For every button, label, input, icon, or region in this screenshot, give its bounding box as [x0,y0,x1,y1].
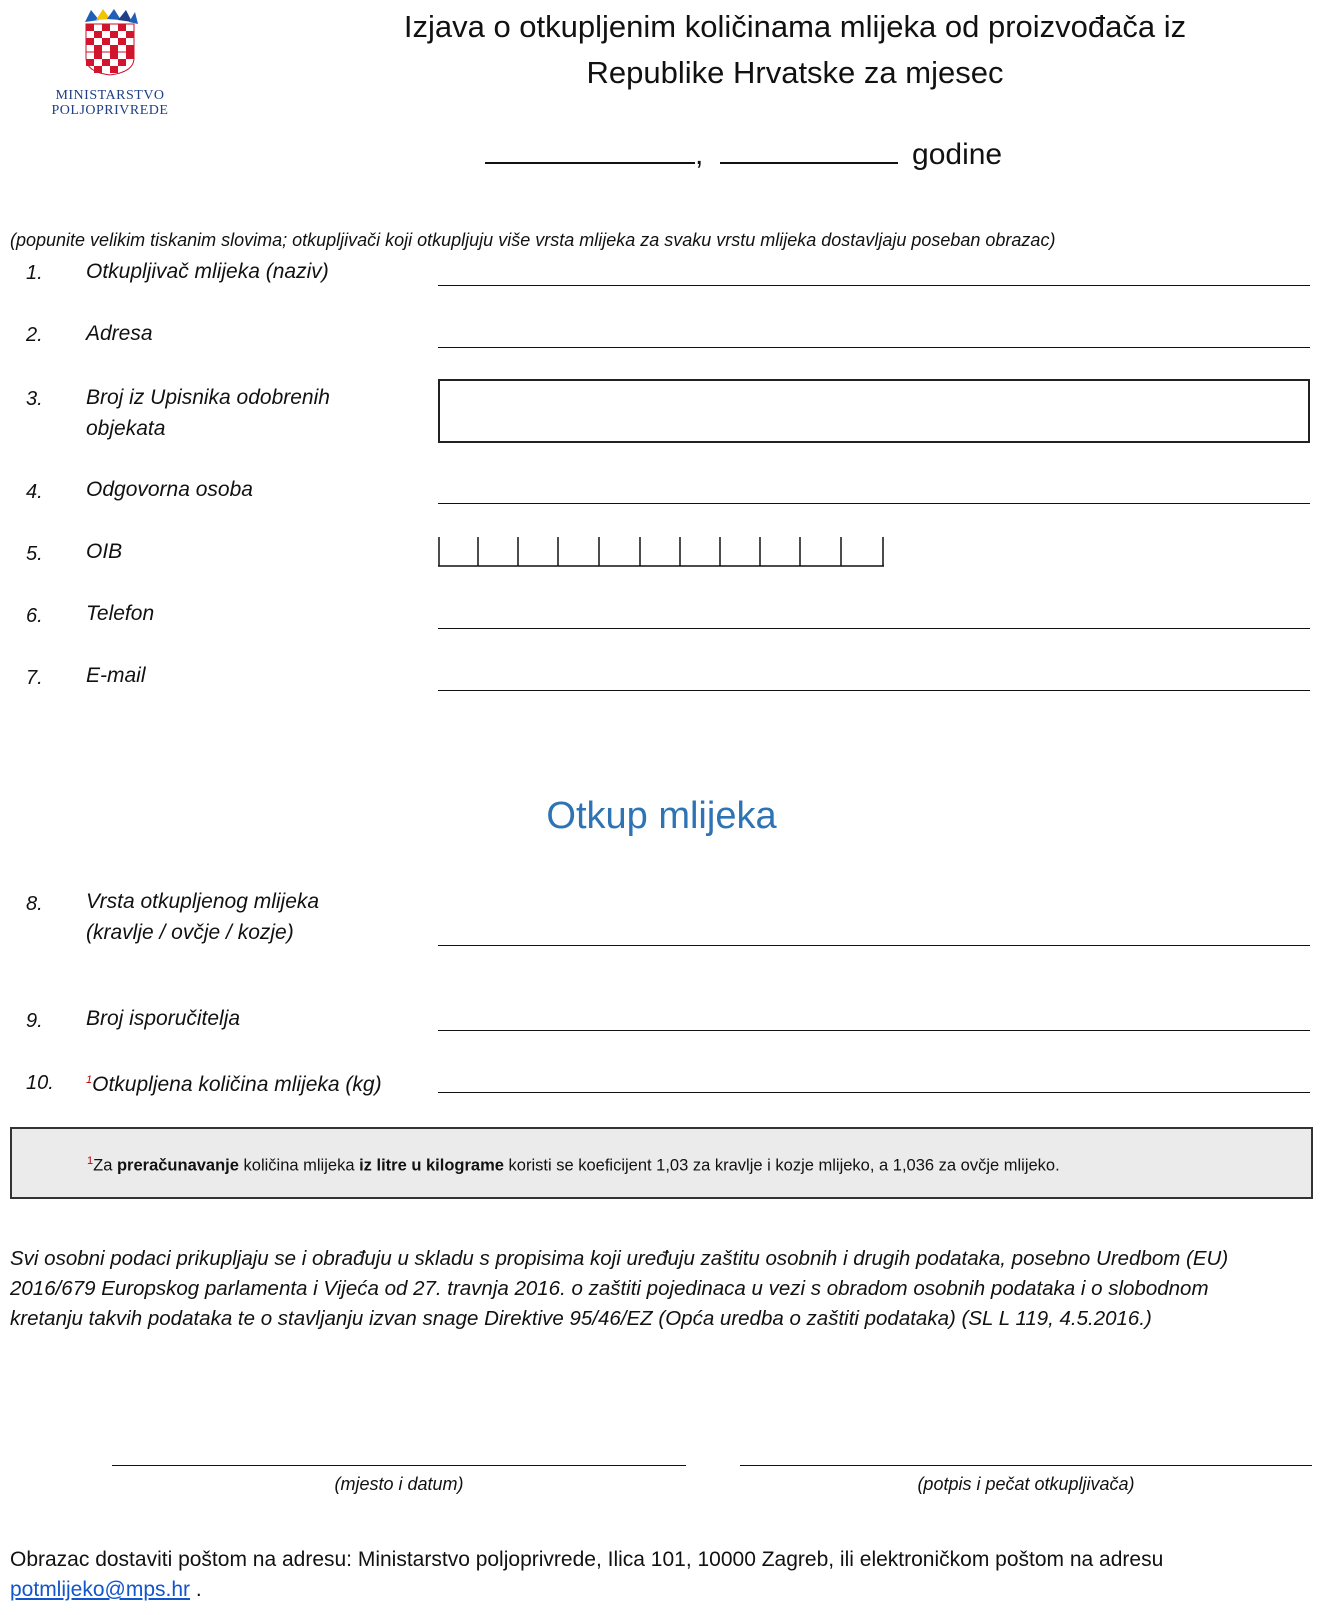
field-number: 10. [26,1072,54,1094]
footer-end: . [190,1578,202,1601]
note-bold-2: iz litre u kilograme [359,1156,504,1175]
field-label-responsible-person: Odgovorna osoba [86,478,253,501]
email-link[interactable]: potmlijeko@mps.hr [10,1578,191,1601]
field-label-supplier-count: Broj isporučitelja [86,1007,241,1030]
oib-input[interactable] [438,537,886,567]
field-number: 7. [26,667,43,689]
footnote-mark: 1 [87,1155,94,1167]
date-line [485,138,1005,172]
year-blank[interactable] [720,140,898,164]
field-number: 6. [26,605,43,627]
field-number: 4. [26,481,43,503]
field-label-purchased-quantity [86,1065,426,1100]
submission-instructions [10,1545,1300,1605]
title-line-2: Republike Hrvatske za mjesec [586,55,1004,90]
field-number: 9. [26,1010,43,1032]
document-title [330,4,1260,96]
registry-number-input[interactable] [438,379,1310,443]
conversion-note [10,1127,1313,1199]
title-line-1: Izjava o otkupljenim količinama mlijeka od proizvođača iz [403,9,1187,44]
field-number: 3. [26,388,43,410]
note-text-1: Za [93,1156,117,1175]
month-blank[interactable] [485,140,695,164]
supplier-count-input[interactable] [438,1030,1310,1031]
field-number: 2. [26,324,43,346]
field-label-text: Otkupljena količina mlijeka (kg) [92,1073,382,1096]
milk-type-input[interactable] [438,945,1310,946]
address-input[interactable] [438,347,1310,348]
place-date-line[interactable] [112,1465,686,1466]
field-label-buyer-name: Otkupljivač mlijeka (naziv) [86,260,329,283]
coat-of-arms-icon [81,8,139,76]
note-text-3: koristi se koeficijent 1,03 za kravlje i kozje mlijeko, a 1,036 za ovčje mlijeko. [503,1156,1060,1175]
footnote-mark: 1 [86,1074,93,1086]
ministry-logo [40,8,180,123]
privacy-statement: Svi osobni podaci prikupljaju se i obrađuju u skladu s propisima koji uređuju zaštitu osobnih i drugih podataka, posebno Uredbom (EU) 2016/679 Europskog parlamenta i Vijeća od 27. travnja 2016. o zaštiti pojedinaca u vezi s obradom osobnih podataka i o slobodnom kretanju takvih podataka te o stavljanju izvan snage Direktive 95/46/EZ (Opća uredba o zaštiti podataka) (SL L 119, 4.5.2016.) [10,1247,1229,1330]
signature-line[interactable] [740,1465,1312,1466]
section-title: Otkup mlijeka [546,795,777,837]
logo-text-agriculture: POLJOPRIVREDE [51,103,169,118]
note-bold-1: preračunavanje [116,1156,239,1175]
field-number: 8. [26,893,43,915]
signature-label: (potpis i pečat otkupljivača) [917,1474,1135,1494]
field-number: 5. [26,543,43,565]
field-number: 1. [26,262,43,284]
buyer-name-input[interactable] [438,285,1310,286]
place-date-label: (mjesto i datum) [334,1474,464,1494]
footer-text: Obrazac dostaviti poštom na adresu: Ministarstvo poljoprivrede, Ilica 101, 10000 Zagreb, ili elektroničkom poštom na adresu [10,1548,1164,1571]
email-input[interactable] [438,690,1310,691]
field-label-oib: OIB [86,540,123,563]
instructions: (popunite velikim tiskanim slovima; otkupljivači koji otkupljuju više vrsta mlijeka za svaku vrstu mlijeka dostavljaju poseban obrazac) [10,230,1056,250]
note-text-2: količina mlijeka [238,1156,360,1175]
field-label-address: Adresa [86,322,153,345]
phone-input[interactable] [438,628,1310,629]
date-separator: , [695,138,704,171]
logo-text-ministry: MINISTARSTVO [55,88,165,103]
purchased-quantity-input[interactable] [438,1092,1310,1093]
date-suffix: godine [912,138,1003,171]
conversion-note-text [87,1155,1060,1176]
responsible-person-input[interactable] [438,503,1310,504]
field-label-milk-type: Vrsta otkupljenog mlijeka (kravlje / ovčje / kozje) [86,890,320,944]
field-label-email: E-mail [86,664,146,687]
field-label-phone: Telefon [86,602,155,625]
field-label-registry-number: Broj iz Upisnika odobrenih objekata [86,386,330,440]
